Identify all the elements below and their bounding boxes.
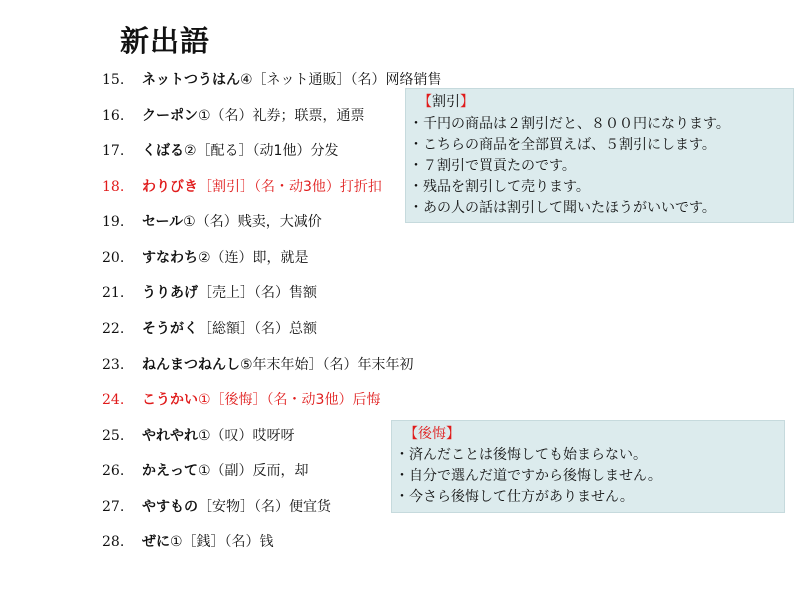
- note-bracket-open: 【: [418, 94, 432, 110]
- entry-number: 15.: [102, 72, 125, 88]
- entry-number: 26.: [102, 463, 125, 479]
- example-sentence: ・こちらの商品を全部買えば、５割引にします。: [409, 137, 716, 153]
- vocab-entry: [102, 426, 295, 446]
- note-box-waribiki: [405, 88, 794, 223]
- entry-detail: ①［銭］（名）钱: [170, 534, 274, 550]
- entry-number: 28.: [102, 534, 125, 550]
- entry-detail: ④［ネット通販］（名）网络销售: [240, 72, 442, 88]
- note-box-koukai: [391, 420, 785, 513]
- example-sentence: ・あの人の話は割引して聞いたほうがいいです。: [409, 200, 716, 216]
- entry-detail: ②（连）即，就是: [198, 250, 309, 266]
- entry-reading: やれやれ: [142, 428, 198, 444]
- note-title: [404, 425, 460, 443]
- entry-detail: ①（名）贱卖，大减价: [183, 214, 322, 230]
- vocab-entry: [102, 283, 317, 303]
- entry-number: 21.: [102, 285, 125, 301]
- vocab-entry-highlighted: [102, 177, 382, 197]
- entry-reading: くばる: [142, 143, 184, 159]
- example-sentence: ・自分で選んだ道ですから後悔しません。: [395, 468, 662, 484]
- entry-reading: かえって: [142, 463, 198, 479]
- vocab-entry: [102, 248, 309, 268]
- note-bracket-open: 【: [404, 426, 418, 442]
- entry-number: 20.: [102, 250, 125, 266]
- entry-reading: ネットつうはん: [142, 72, 240, 88]
- entry-detail: ⑤年末年始］（名）年末年初: [240, 357, 414, 373]
- vocab-entry-highlighted: [102, 390, 380, 410]
- entry-detail: ①［後悔］（名・动3他）后悔: [198, 392, 381, 408]
- vocab-entry: [102, 355, 414, 375]
- entry-reading: すなわち: [142, 250, 198, 266]
- note-title: [418, 93, 474, 111]
- slide-title: 新出語: [120, 24, 211, 58]
- entry-number: 25.: [102, 428, 125, 444]
- entry-reading: ねんまつねんし: [142, 357, 240, 373]
- entry-detail: ［総額］（名）总额: [198, 321, 317, 337]
- entry-reading: そうがく: [142, 321, 198, 337]
- entry-number: 23.: [102, 357, 125, 373]
- vocab-entry: [102, 141, 338, 161]
- entry-reading: こうかい: [142, 392, 198, 408]
- example-sentence: ・済んだことは後悔しても始まらない。: [395, 447, 647, 463]
- entry-number: 24.: [102, 392, 125, 408]
- example-sentence: ・７割引で買貢たのです。: [409, 158, 576, 174]
- vocab-entry: [102, 319, 317, 339]
- entry-number: 27.: [102, 499, 125, 515]
- entry-reading: うりあげ: [142, 285, 198, 301]
- entry-number: 17.: [102, 143, 125, 159]
- entry-reading: セール: [142, 214, 184, 230]
- entry-reading: ぜに: [142, 534, 170, 550]
- vocab-entry: [102, 212, 322, 232]
- entry-detail: ①（名）礼券；联票，通票: [198, 108, 365, 124]
- entry-number: 16.: [102, 108, 125, 124]
- entry-detail: ［割引］（名・动3他）打折扣: [198, 179, 382, 195]
- note-bracket-close: 】: [460, 94, 474, 110]
- entry-number: 19.: [102, 214, 125, 230]
- entry-detail: ［売上］（名）售额: [198, 285, 317, 301]
- entry-reading: わりびき: [142, 179, 198, 195]
- entry-detail: ①（叹）哎呀呀: [198, 428, 295, 444]
- example-sentence: ・残品を割引して売ります。: [409, 179, 590, 195]
- entry-number: 18.: [102, 179, 125, 195]
- vocab-entry: [102, 461, 309, 481]
- vocab-entry: [102, 497, 331, 517]
- entry-detail: ①（副）反而，却: [198, 463, 309, 479]
- entry-reading: やすもの: [142, 499, 198, 515]
- entry-detail: ②［配る］（动1他）分发: [184, 143, 339, 159]
- entry-reading: クーポン: [142, 108, 198, 124]
- example-sentence: ・千円の商品は２割引だと、８００円になります。: [409, 116, 730, 132]
- vocab-entry: [102, 532, 274, 552]
- vocab-entry: [102, 106, 365, 126]
- entry-number: 22.: [102, 321, 125, 337]
- vocab-entry: [102, 70, 442, 90]
- note-bracket-close: 】: [446, 426, 460, 442]
- entry-detail: ［安物］（名）便宜货: [198, 499, 331, 515]
- example-sentence: ・今さら後悔して仕方がありません。: [395, 489, 634, 505]
- note-keyword: 割引: [432, 94, 460, 110]
- note-keyword: 後悔: [418, 426, 446, 442]
